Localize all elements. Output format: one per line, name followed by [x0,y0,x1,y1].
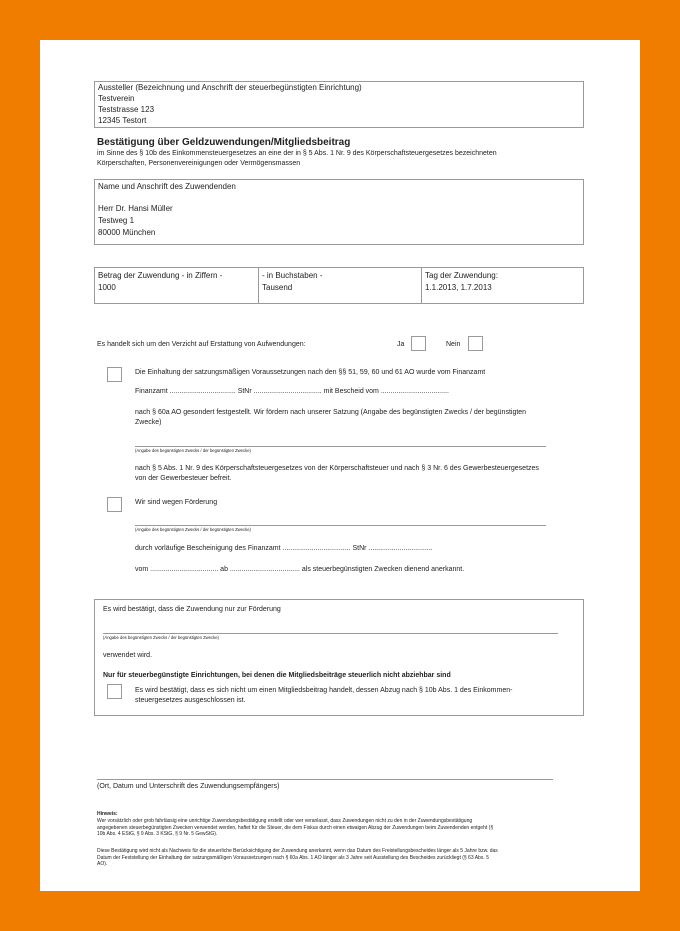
issuer-name: Testverein [98,94,135,103]
waiver-yes-label: Ja [397,341,405,348]
member-line-b: steuergesetzes ausgeschlossen ist. [135,697,246,704]
member-line-a: Es wird bestätigt, dass es sich nicht um einen Mitgliedsbeitrag handelt, dessen Abzug nach § 10b Abs. 1 des Einkommen- [135,687,513,694]
section1-line4b: von der Gewerbesteuer befreit. [135,475,232,482]
amount-divider-1 [258,268,259,303]
notice-p1-line2: angegebenen steuerbegünstigten Zwecken verwendet werden, haftet für die Steuer, die dem Fiskus durch einen etwaigen Abzug der Zuwendungen beim Zuwendenden entgeht (§ [97,824,494,831]
section1-line4a: nach § 5 Abs. 1 Nr. 9 des Körperschaftsteuergesetzes von der Körperschaftsteuer und nach § 3 Nr. 6 des Gewerbesteuergesetzes [135,465,539,472]
confirm-caption: (Angabe des begünstigten Zwecks / der begünstigten Zwecke) [103,635,219,640]
section1-purpose-line[interactable] [135,446,546,447]
confirm-line1: Es wird bestätigt, dass die Zuwendung nur zur Förderung [103,606,281,613]
signature-label: (Ort, Datum und Unterschrift des Zuwendungsempfängers) [97,783,280,790]
amount-words-value: Tausend [262,283,293,292]
amount-words-label: - in Buchstaben - [262,271,323,280]
waiver-no-label: Nein [446,341,461,348]
issuer-city: 12345 Testort [98,116,147,125]
issuer-box [94,81,584,128]
notice-p1-line1: Wer vorsätzlich oder grob fahrlässig eine unrichtige Zuwendungsbestätigung erstellt oder wer veranlasst, dass Zuwendungen nicht zu den in der Zuwendungsbestätigung [97,818,473,824]
subtitle-line-2: Körperschaften, Personenvereinigungen oder Vermögensmassen [97,160,301,167]
amount-date-label: Tag der Zuwendung: [425,271,498,280]
section2-line2: durch vorläufige Bescheinigung des Finanzamt ................................... StNr ................................. [135,545,433,552]
waiver-no-checkbox[interactable] [468,336,483,351]
section2-line3: vom ................................... ab .................................... als steuerbegünstigten Zwecken dienend anerkannt. [135,566,465,573]
section2-checkbox[interactable] [107,497,122,512]
section1-line1: Die Einhaltung der satzungsmäßigen Voraussetzungen nach den §§ 51, 59, 60 und 61 AO wurde vom Finanzamt [135,369,486,376]
subtitle-line-1: im Sinne des § 10b des Einkommensteuergesetzes an eine der in § 5 Abs. 1 Nr. 9 des Körperschaftsteuergesetzes bezeichneten [97,150,497,157]
donor-street: Testweg 1 [98,216,135,225]
signature-line[interactable] [97,779,553,780]
notice-p2-line3: AO). [97,861,108,867]
issuer-street: Teststrasse 123 [98,105,155,114]
amount-divider-2 [421,268,422,303]
page-title: Bestätigung über Geldzuwendungen/Mitgliedsbeitrag [97,137,351,148]
donor-box [94,179,584,245]
section1-line3a: nach § 60a AO gesondert festgestellt. Wir fördern nach unserer Satzung (Angabe des begünstigten Zwecks / der begünstigten [135,409,527,416]
notice-p1-line3: 10b Abs. 4 EStG, § 9 Abs. 3 KStG, § 9 Nr. 5 GewStG). [97,831,218,837]
amount-digits-value: 1000 [98,283,116,292]
donor-label: Name und Anschrift des Zuwendenden [98,182,236,191]
section1-checkbox[interactable] [107,367,122,382]
section2-line1: Wir sind wegen Förderung [135,499,218,506]
confirm-line2: verwendet wird. [103,652,153,659]
donor-city: 80000 München [98,228,156,237]
confirm-bold-line: Nur für steuerbegünstigte Einrichtungen, bei denen die Mitgliedsbeiträge steuerlich nicht abziehbar sind [103,672,451,679]
issuer-label: Aussteller (Bezeichnung und Anschrift der steuerbegünstigten Einrichtung) [98,83,362,92]
form-page [40,40,640,891]
notice-p2-line1: Diese Bestätigung wird nicht als Nachweis für die steuerliche Berücksichtigung der Zuwendung anerkannt, wenn das Datum des Freistellungsbescheides länger als 5 Jahre bzw. das [97,848,498,854]
confirmation-box [94,599,584,716]
amount-date-value: 1.1.2013, 1.7.2013 [425,283,492,292]
member-checkbox[interactable] [107,684,122,699]
confirm-purpose-line[interactable] [103,633,558,634]
section1-line3b: Zwecke) [135,419,162,426]
notice-p2-line2: Datum der Feststellung der Einhaltung der satzungsmäßigen Voraussetzungen nach § 60a Abs. 1 AO länger als 3 Jahre seit Ausstellung des Bescheides zurückliegt (§ 63 Abs. 5 [97,854,489,861]
waiver-question: Es handelt sich um den Verzicht auf Erstattung von Aufwendungen: [97,341,306,348]
amount-box [94,267,584,304]
section2-caption: (Angabe des begünstigten Zwecks / der begünstigten Zwecke) [135,527,251,532]
section1-line2: Finanzamt .................................. StNr ................................... mit Bescheid vom ................................... [135,388,449,395]
donor-name: Herr Dr. Hansi Müller [98,204,173,213]
waiver-yes-checkbox[interactable] [411,336,426,351]
section1-caption: (Angabe des begünstigten Zwecks / der begünstigten Zwecke) [135,448,251,453]
notice-heading: Hinweis: [97,811,118,817]
amount-digits-label: Betrag der Zuwendung - in Ziffern - [98,271,223,280]
section2-purpose-line[interactable] [135,525,546,526]
